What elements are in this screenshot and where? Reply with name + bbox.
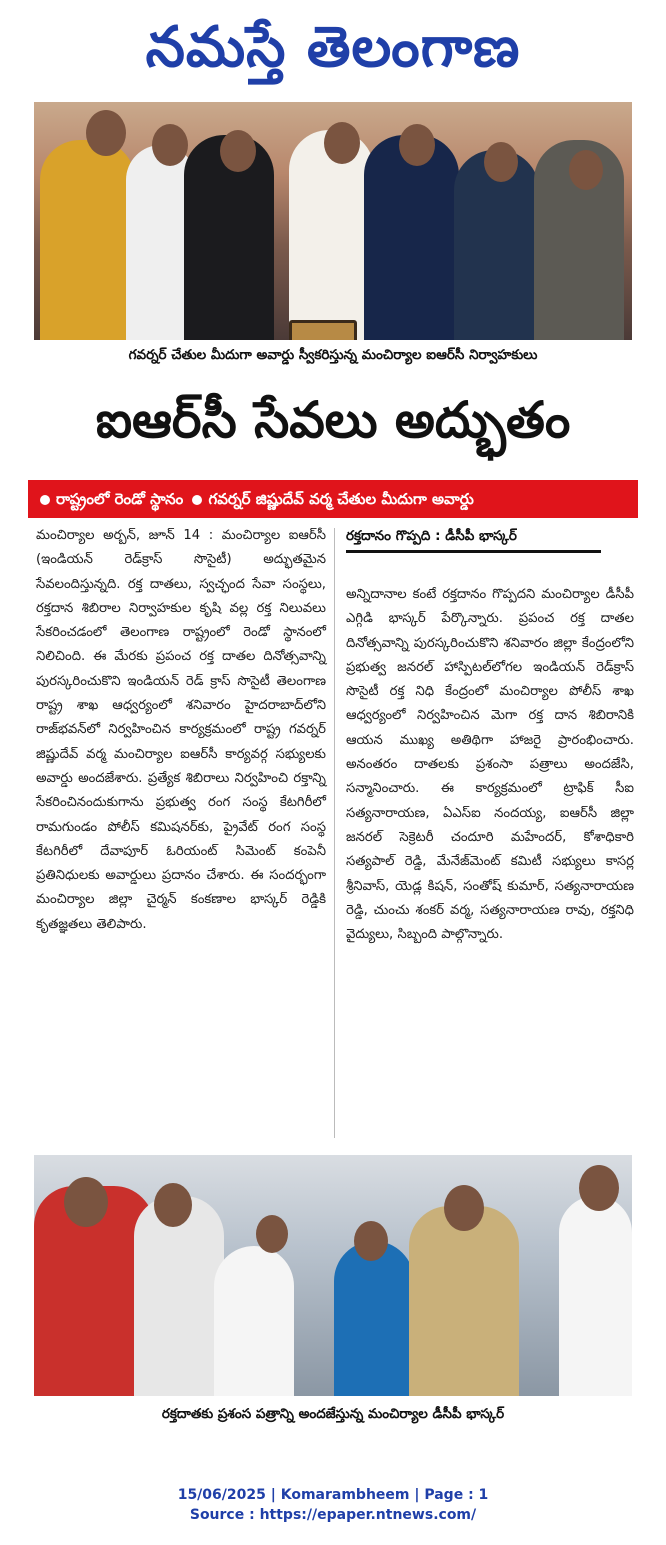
award-plaque-icon bbox=[289, 320, 357, 340]
banner-item-2: గవర్నర్ జిష్ణుదేవ్ వర్మ చేతుల మీదుగా అవార్డు bbox=[208, 490, 474, 508]
footer-date-edition: 15/06/2025 | Komarambheem | Page : 1 bbox=[177, 1487, 489, 1503]
footer-source: Source : https://epaper.ntnews.com/ bbox=[189, 1507, 477, 1523]
blood-donation-photo bbox=[34, 1155, 632, 1396]
article-left-column: మంచిర్యాల అర్బన్, జూన్ 14 : మంచిర్యాల ఐఆర్‌సీ (ఇండియన్ రెడ్‌క్రాస్ సొసైటీ) అద్భుతమైన సేవలందిస్తున్నది. రక్త దాతలు, స్వచ్ఛంద సేవా సంస్థలు, రక్తదాన శిబిరాల నిర్వాహకుల కృషి వల్ల రక్త నిలువలు సేకరించడంలో తెలంగాణ రాష్ట్రంలో రెండో స్థానంలో నిలిచింది. ఈ మేరకు ప్రపంచ రక్త దాతల దినోత్సవాన్ని పురస్కరించుకొని ఇండియన్ రెడ్ క్రాస్ సొసైటీ తెలంగాణ రాష్ట్ర శాఖ ఆధ్వర్యంలో శనివారం హైదరాబాద్‌లోని రాజ్‌భవన్‌లో నిర్వహించిన కార్యక్రమంలో రాష్ట్ర గవర్నర్ జిష్ణుదేవ్ వర్మ మంచిర్యాల ఐఆర్‌సీ కార్యవర్గ సభ్యులకు అవార్డు అందజేశారు. ప్రత్యేక శిబిరాలు నిర్వహించి రక్తాన్ని సేకరించినందుకుగాను ప్రభుత్వ రంగ సంస్థ కేటగిరీలో రామగుండం పోలీస్ కమిషనర్‌కు, ప్రైవేట్ రంగ సంస్థ కేటగిరీలో దేవాపూర్ ఓరియంట్ సిమెంట్ కంపెనీ ప్రతినిధులకు అవార్డులు ప్రదానం చేశారు. ఈ సందర్భంగా మంచిర్యాల జిల్లా చైర్మన్ కంకణాల భాస్కర్ రెడ్డికి కృతజ్ఞతలు తెలిపారు. bbox=[36, 528, 326, 932]
article-right-column: అన్నిదానాల కంటే రక్తదానం గొప్పదని మంచిర్యాల డీసీపీ ఎగ్గిడి భాస్కర్ పేర్కొన్నారు. ప్రపంచ రక్త దాతల దినోత్సవాన్ని పురస్కరించుకొని శనివారం జిల్లా కేంద్రంలోని ప్రభుత్వ జనరల్ హాస్పిటల్‌లోగల ఇండియన్ రెడ్‌క్రాస్ సొసైటీ రక్త నిధి కేంద్రంలో మంచిర్యాల పోలీస్ శాఖ ఆధ్వర్యంలో నిర్వహించిన మెగా రక్త దాన శిబిరానికి ఆయన ముఖ్య అతిథిగా హాజరై ప్రారంభించారు. అనంతరం దాతలకు ప్రశంసా పత్రాలు అందజేసి, సన్మానించారు. ఈ కార్యక్రమంలో ట్రాఫిక్ సీఐ సత్యనారాయణ, ఏఎస్ఐ నందయ్య, ఐఆర్‌సీ జిల్లా జనరల్ సెక్రెటరీ చందూరి మహేందర్, కోశాధికారి సత్యపాల్ రెడ్డి, మేనేజ్‌మెంట్ కమిటీ సభ్యులు కాసర్ల శ్రీనివాస్, యెడ్ల కిషన్, సంతోష్ కుమార్, సత్యనారాయణ రెడ్డి, చుంచు శంకర్ వర్మ, సత్యనారాయణ రావు, రక్తనిధి వైద్యులు, సిబ్బంది పాల్గొన్నారు. bbox=[346, 587, 634, 943]
masthead bbox=[0, 0, 666, 92]
award-photo bbox=[34, 102, 632, 340]
photo1-caption: గవర్నర్ చేతుల మీదుగా అవార్డు స్వీకరిస్తున్న మంచిర్యాల ఐఆర్‌సీ నిర్వాహకులు bbox=[128, 347, 538, 363]
article-subhead: రక్తదానం గొప్పది : డీసీపీ భాస్కర్ bbox=[346, 524, 601, 553]
headline: ఐఆర్‌సీ సేవలు అద్భుతం bbox=[95, 391, 571, 449]
column-divider bbox=[334, 528, 335, 1138]
newspaper-title: నమస్తే తెలంగాణ bbox=[145, 15, 521, 80]
bullet-icon bbox=[40, 495, 50, 505]
photo2-caption: రక్తదాతకు ప్రశంస పత్రాన్ని అందజేస్తున్న మంచిర్యాల డీసీపీ భాస్కర్ bbox=[161, 1406, 505, 1422]
banner-item-1: రాష్ట్రంలో రెండో స్థానం bbox=[56, 490, 184, 508]
bullet-icon bbox=[192, 495, 202, 505]
highlight-banner bbox=[28, 480, 638, 518]
